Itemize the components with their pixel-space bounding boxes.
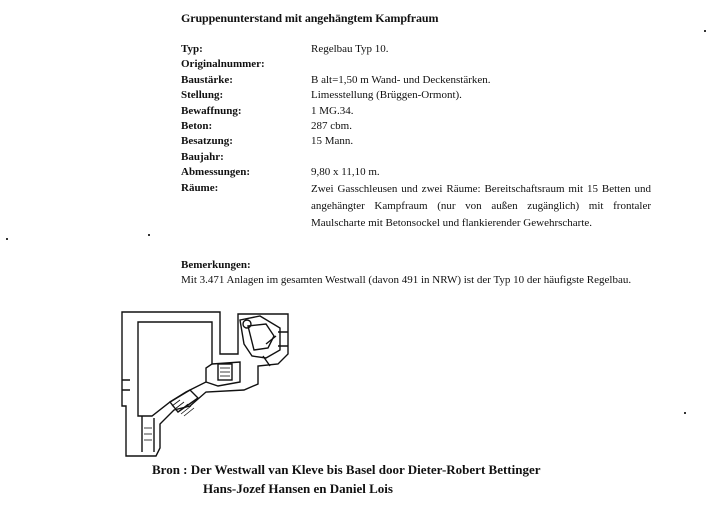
field-row-baujahr [181,150,651,165]
field-row-baustaerke [181,73,651,88]
field-label: Räume: [181,181,219,194]
field-row-stellung [181,88,651,103]
field-value: 287 cbm. [311,120,352,133]
field-value [311,57,651,72]
field-row-besatzung [181,134,651,149]
field-value: Zwei Gasschleusen und zwei Räume: Bereitschaftsraum mit 15 Betten und angehängter Kampfraum (nur von außen zugänglich) mit frontaler Maulscharte mit Betonsockel und flankierender Gewehrscharte. [311,182,651,229]
field-row-originalnummer [181,57,651,72]
remarks-section [181,258,646,288]
field-row-typ [181,42,651,57]
field-value: 9,80 x 11,10 m. [311,166,380,179]
scan-speck [6,238,8,240]
field-list [181,42,651,232]
remarks-text: Mit 3.471 Anlagen im gesamten Westwall (davon 491 in NRW) ist der Typ 10 der häufigste Regelbau. [181,274,632,286]
source-citation [152,460,541,498]
floor-plan-drawing [120,306,320,466]
field-label: Baustärke: [181,73,233,86]
field-row-beton [181,119,651,134]
field-label: Beton: [181,120,213,133]
scan-speck [684,412,686,414]
document-title: Gruppenunterstand mit angehängtem Kampfraum [181,11,439,25]
field-label: Abmessungen: [181,166,251,179]
field-label: Stellung: [181,89,224,102]
field-label: Baujahr: [181,150,224,163]
scan-speck [704,30,706,32]
source-line-2: Hans-Jozef Hansen en Daniel Lois [203,481,393,496]
field-label: Typ: [181,43,203,55]
field-row-raeume [181,181,651,232]
field-value: 1 MG.34. [311,104,354,117]
scan-speck [148,234,150,236]
field-value: Limesstellung (Brüggen-Ormont). [311,89,462,102]
field-value: Regelbau Typ 10. [311,43,389,55]
field-label: Besatzung: [181,135,233,148]
field-label: Originalnummer: [181,58,265,71]
field-row-abmessungen [181,165,651,180]
field-value [311,150,651,165]
source-line-1: Bron : Der Westwall van Kleve bis Basel door Dieter-Robert Bettinger [152,462,541,477]
field-value: 15 Mann. [311,135,354,148]
field-label: Bewaffnung: [181,104,242,117]
field-row-bewaffnung [181,104,651,119]
remarks-label: Bemerkungen: [181,259,251,271]
field-value: B alt=1,50 m Wand- und Deckenstärken. [311,73,491,86]
